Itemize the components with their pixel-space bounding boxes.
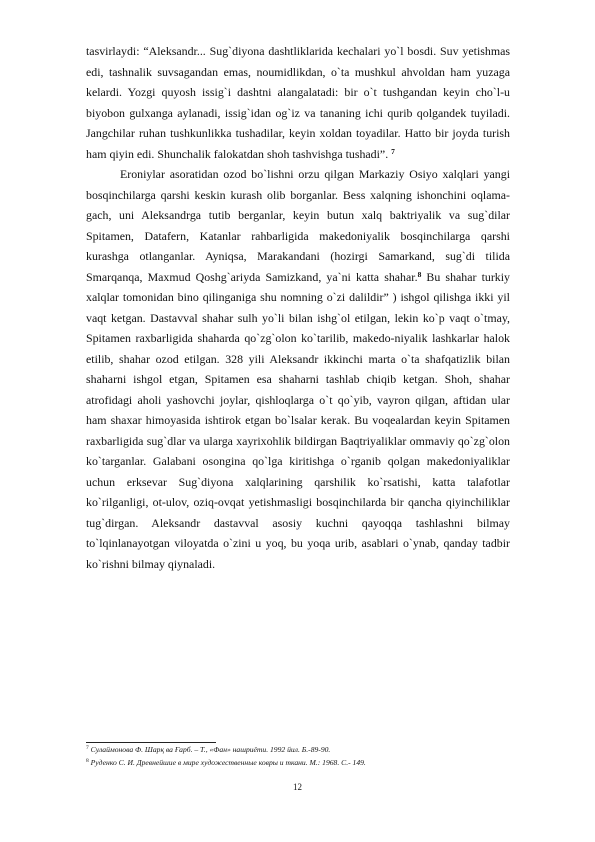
footnote-7 — [86, 744, 516, 757]
footnote-8-number: 8 — [86, 757, 89, 764]
paragraph-1 — [86, 41, 510, 164]
footnote-8 — [86, 757, 516, 770]
footnote-ref-8[interactable]: 8 — [417, 269, 422, 279]
body-text — [86, 41, 510, 574]
paragraph-2-text-b: Bu shahar turkiy xalqlar tomonidan bino qilinganiga shu nomning o`zi dalildir” ) ishgol qilishga ikki yil vaqt ketgan. Dastavval shahar sulh yo`li bilan ishg`ol etilgan, lekin ko`p vaqt o`tmay, Spitamen raxbarligida shaharda qo`zg`olon ko`tarilib, makedo-niyalik lashkarlar halok etilib, shahar ozod etilgan. 328 yili Aleksandr ikkinchi marta o`ta shafqatizlik bilan shaharni ishgol etgan, Spitamen esa shaharni tashlab chiqib ketgan. Shoh, shahar atrofidagi aholi yashovchi joylar, qishloqlarga o`t qo`yib, vayron qilgan, aftidan ular ham shaxar himoyasida ishtirok etgan bo`lsalar kerak. Bu voqealardan keyin Spitamen raxbarligida sug`dlar va ularga xayrixohlik bildirgan Baqtriyaliklar ommaviy qo`zg`olon ko`targanlar. Galabani osongina qo`lga kiritishga o`rganib qolgan makedoniyaliklar uchun erksevar Sug`diyona xalqlarining qarshilik ko`rsatishi, katta talafotlar ko`rilganligi, ot-ulov, oziq-ovqat yetishmasligi bosqinchilarda bir qancha qiyinchiliklar tug`dirgan. Aleksandr dastavval asosiy kuchni qayoqqa tashlashni bilmay to`lqinlanayotgan viloyatda o`zini u yoq, bu yoqa urib, asablari o`ynab, qanday tadbir ko`rishni bilmay qiynaladi. — [86, 269, 510, 571]
footnotes — [86, 744, 516, 769]
page-number: 12 — [293, 782, 302, 792]
paragraph-2-text-a: Eroniylar asoratidan ozod bo`lishni orzu qilgan Markaziy Osiyo xalqlari yangi bosqinchilarga qarshi keskin kurash olib borganlar. Bess xalqning ishonchini oqlama-gach, uni Aleksandrga tutib berganlar, keyin butun xalq baktriyalik va sug`dilar Spitamen, Datafern, Katanlar rahbarligida makedoniyalik bosqinchilarga qarshi kurashga otlanganlar. Ayniqsa, Marakandani (hozirgi Samarkand, sug`di tilida Smarqanqa, Maxmud Qoshg`ariyda Samizkand, ya`ni katta shahar. — [86, 167, 510, 284]
footnote-7-text: Сулаймонова Ф. Шарқ ва Ғарб. – Т., «Фан» нашриёти. 1992 йил. Б.-89-90. — [88, 745, 331, 754]
paragraph-2 — [86, 164, 510, 574]
paragraph-1-text: tasvirlaydi: “Aleksandr... Sug`diyona dashtliklarida kechalari yo`l bosdi. Suv yetishmas edi, tashnalik suvsagandan emas, noumidlikdan, o`ta mushkul ahvoldan ham yuzaga kelardi. Yozgi quyosh issig`i dashtni alangalatadi: bir o`t tushgandan keyin cho`l-u biyobon gulxanga aylanadi, issig`idan og`iz va tananing ichi qurib qolgandek tuyiladi. Jangchilar ruhan tushkunlikka tushadilar, keyin xoldan toyadilar. Hatto bir joyda turish ham qiyin edi. Shunchalik falokatdan shoh tashvishga tushadi”. — [86, 44, 510, 161]
footnote-7-number: 7 — [86, 745, 89, 751]
footnote-ref-7[interactable]: 7 — [391, 146, 395, 156]
footnote-8-text: Руденко С. И. Древнейшие в мире художественные ковры и ткани. М.: 1968. С.- 149. — [88, 757, 366, 767]
footnote-separator — [86, 742, 216, 743]
